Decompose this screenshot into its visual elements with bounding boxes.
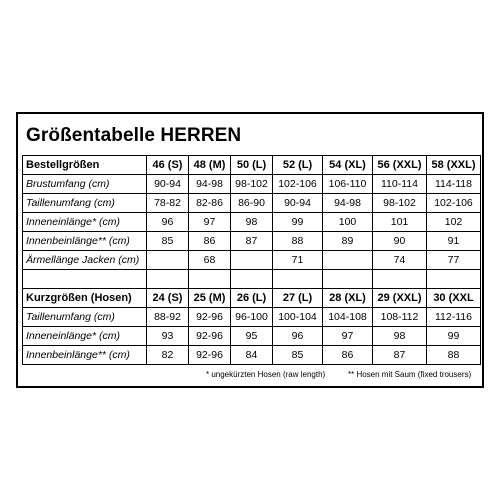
table-cell: 88: [273, 232, 323, 251]
header-cell: 25 (M): [189, 289, 231, 308]
page-title: Größentabelle HERREN: [26, 125, 242, 146]
table-cell: 92-96: [189, 346, 231, 365]
empty-cell: [189, 270, 231, 289]
table-row: [23, 232, 481, 251]
table-cell: 104-108: [323, 308, 373, 327]
header-cell: 58 (XXL): [427, 156, 481, 175]
table-row: [23, 327, 481, 346]
table-row: [23, 213, 481, 232]
table-cell: 98-102: [373, 194, 427, 213]
table-cell: 96-100: [231, 308, 273, 327]
table-cell: 91: [427, 232, 481, 251]
table-cell: 96: [147, 213, 189, 232]
table-cell: 100: [323, 213, 373, 232]
table-cell: 97: [323, 327, 373, 346]
size-table: [22, 155, 481, 365]
header-cell: 52 (L): [273, 156, 323, 175]
footnotes: [18, 368, 482, 382]
header-cell: 50 (L): [231, 156, 273, 175]
table-cell: 97: [189, 213, 231, 232]
table-cell: 74: [373, 251, 427, 270]
table-cell: 102-106: [273, 175, 323, 194]
table-cell: 102: [427, 213, 481, 232]
row-label: Innenbeinlänge** (cm): [23, 232, 147, 251]
row-label: Innenbeinlänge** (cm): [23, 346, 147, 365]
table-cell: 100-104: [273, 308, 323, 327]
header-cell: 24 (S): [147, 289, 189, 308]
table-cell: 92-96: [189, 327, 231, 346]
empty-cell: [373, 270, 427, 289]
table-cell: 95: [231, 327, 273, 346]
size-chart: [16, 112, 484, 388]
table-cell: 99: [427, 327, 481, 346]
table-cell: 90: [373, 232, 427, 251]
table-cell: 94-98: [189, 175, 231, 194]
table-row: [23, 308, 481, 327]
empty-cell: [427, 270, 481, 289]
table-cell: 86: [189, 232, 231, 251]
empty-cell: [323, 270, 373, 289]
table-cell: 84: [231, 346, 273, 365]
table-cell: 94-98: [323, 194, 373, 213]
table-cell: [323, 251, 373, 270]
empty-cell: [231, 270, 273, 289]
header-cell: 48 (M): [189, 156, 231, 175]
table-cell: 92-96: [189, 308, 231, 327]
header-cell: 27 (L): [273, 289, 323, 308]
header-cell: Bestellgrößen: [23, 156, 147, 175]
header-cell: 54 (XL): [323, 156, 373, 175]
row-label: Inneneinlänge* (cm): [23, 327, 147, 346]
table-row: [23, 194, 481, 213]
table-cell: 106-110: [323, 175, 373, 194]
table-row: [23, 346, 481, 365]
empty-cell: [273, 270, 323, 289]
table-cell: [147, 251, 189, 270]
table-cell: 112-116: [427, 308, 481, 327]
header-cell: 26 (L): [231, 289, 273, 308]
table-cell: 101: [373, 213, 427, 232]
table-cell: 85: [147, 232, 189, 251]
row-label: Ärmellänge Jacken (cm): [23, 251, 147, 270]
header-cell: 46 (S): [147, 156, 189, 175]
table-cell: 87: [373, 346, 427, 365]
footnote-fixed-trousers: ** Hosen mit Saum (fixed trousers): [348, 370, 472, 379]
header-cell: Kurzgrößen (Hosen): [23, 289, 147, 308]
table-cell: 82-86: [189, 194, 231, 213]
table-cell: 88-92: [147, 308, 189, 327]
table-header-row: [23, 156, 481, 175]
empty-cell: [147, 270, 189, 289]
header-cell: 56 (XXL): [373, 156, 427, 175]
table-cell: 68: [189, 251, 231, 270]
table-cell: 71: [273, 251, 323, 270]
header-cell: 29 (XXL): [373, 289, 427, 308]
row-label: Taillenumfang (cm): [23, 194, 147, 213]
table-cell: 99: [273, 213, 323, 232]
table-row: [23, 175, 481, 194]
table-cell: 98: [231, 213, 273, 232]
footnote-raw-length: * ungekürzten Hosen (raw length): [206, 370, 326, 379]
table-cell: 89: [323, 232, 373, 251]
table-cell: [231, 251, 273, 270]
row-label: Taillenumfang (cm): [23, 308, 147, 327]
table-cell: 90-94: [147, 175, 189, 194]
table-cell: 85: [273, 346, 323, 365]
header-cell: 30 (XXL: [427, 289, 481, 308]
empty-cell: [23, 270, 147, 289]
table-cell: 108-112: [373, 308, 427, 327]
table-cell: 90-94: [273, 194, 323, 213]
table-cell: 96: [273, 327, 323, 346]
table-cell: 102-106: [427, 194, 481, 213]
table-cell: 86: [323, 346, 373, 365]
table-cell: 98-102: [231, 175, 273, 194]
table-cell: 87: [231, 232, 273, 251]
table-row: [23, 251, 481, 270]
table-cell: 114-118: [427, 175, 481, 194]
table-cell: 88: [427, 346, 481, 365]
header-cell: 28 (XL): [323, 289, 373, 308]
table-cell: 98: [373, 327, 427, 346]
table-cell: 82: [147, 346, 189, 365]
row-label: Brustumfang (cm): [23, 175, 147, 194]
table-cell: 110-114: [373, 175, 427, 194]
table-header-row: [23, 289, 481, 308]
table-cell: 78-82: [147, 194, 189, 213]
table-cell: 77: [427, 251, 481, 270]
table-cell: 93: [147, 327, 189, 346]
row-label: Inneneinlänge* (cm): [23, 213, 147, 232]
table-spacer-row: [23, 270, 481, 289]
table-cell: 86-90: [231, 194, 273, 213]
